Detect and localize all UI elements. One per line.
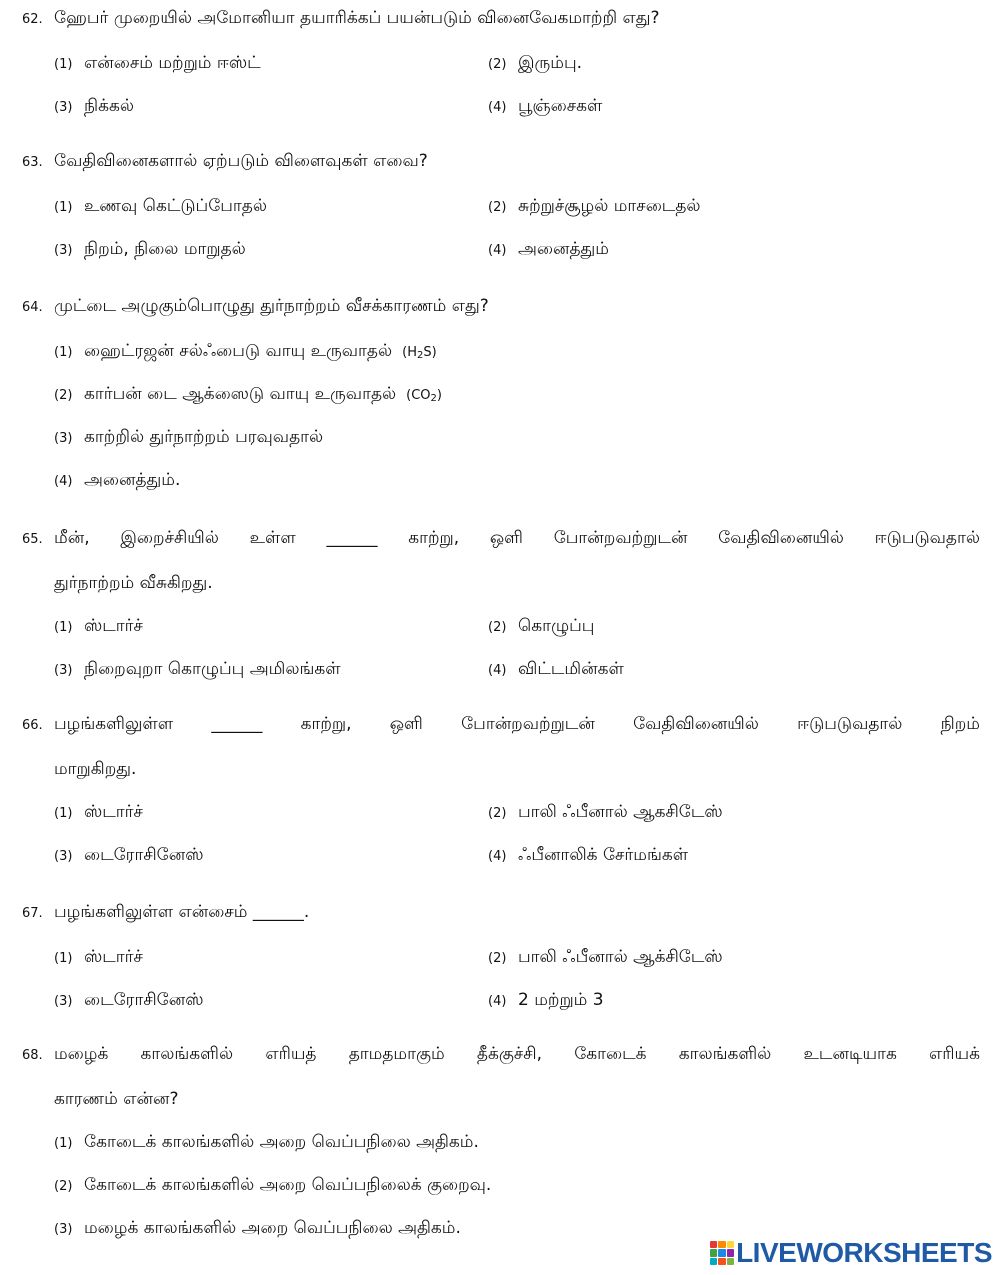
option-number: (2) bbox=[488, 620, 507, 635]
option-number: (4) bbox=[54, 474, 73, 489]
option-text: 2 மற்றும் 3 bbox=[518, 990, 604, 1010]
option-text: இரும்பு. bbox=[518, 53, 583, 73]
question-text: மழைக் காலங்களில் எரியத் தாமதமாகும் தீக்குச்சி, கோடைக் காலங்களில் உடனடியாக எரியக் bbox=[54, 1044, 980, 1064]
question-number: 65. bbox=[22, 532, 43, 547]
option-text: கோடைக் காலங்களில் அறை வெப்பநிலைக் குறைவு. bbox=[84, 1175, 492, 1195]
option-3[interactable] bbox=[54, 658, 341, 682]
option-text: ஸ்டார்ச் bbox=[84, 616, 143, 636]
option-1[interactable] bbox=[54, 615, 143, 639]
option-text: மழைக் காலங்களில் அறை வெப்பநிலை அதிகம். bbox=[84, 1218, 461, 1238]
option-4[interactable] bbox=[488, 989, 604, 1013]
option-text: உணவு கெட்டுப்போதல் bbox=[84, 196, 267, 216]
option-number: (4) bbox=[488, 243, 507, 258]
logo-square bbox=[718, 1258, 725, 1265]
question-text: ஹேபர் முறையில் அமோனியா தயாரிக்கப் பயன்படும் வினைவேகமாற்றி எது? bbox=[54, 8, 660, 28]
option-number: (2) bbox=[488, 806, 507, 821]
option-number: (3) bbox=[54, 994, 73, 1009]
question-62 bbox=[22, 7, 980, 121]
question-text: பழங்களிலுள்ள என்சைம் ______. bbox=[54, 902, 310, 922]
question-number: 64. bbox=[22, 300, 43, 315]
option-text: என்சைம் மற்றும் ஈஸ்ட் bbox=[84, 53, 261, 73]
question-number: 67. bbox=[22, 906, 43, 921]
option-number: (3) bbox=[54, 431, 73, 446]
question-text-continued: காரணம் என்ன? bbox=[54, 1089, 179, 1109]
logo-square bbox=[710, 1241, 717, 1248]
option-number: (3) bbox=[54, 243, 73, 258]
option-3[interactable] bbox=[54, 426, 323, 450]
option-text: ஸ்டார்ச் bbox=[84, 802, 143, 822]
option-number: (1) bbox=[54, 345, 73, 360]
logo-square bbox=[727, 1249, 734, 1256]
option-text: அனைத்தும். bbox=[84, 470, 181, 490]
option-3[interactable] bbox=[54, 844, 203, 868]
option-text: காற்றில் துர்நாற்றம் பரவுவதால் bbox=[84, 427, 324, 447]
option-2[interactable] bbox=[54, 383, 442, 410]
option-number: (3) bbox=[54, 849, 73, 864]
question-text: வேதிவினைகளால் ஏற்படும் விளைவுகள் எவை? bbox=[54, 151, 428, 171]
option-number: (1) bbox=[54, 200, 73, 215]
option-number: (1) bbox=[54, 1136, 73, 1151]
option-text: நிறம், நிலை மாறுதல் bbox=[84, 239, 246, 259]
logo-square bbox=[710, 1258, 717, 1265]
option-number: (4) bbox=[488, 994, 507, 1009]
option-text: நிக்கல் bbox=[84, 96, 134, 116]
option-1[interactable] bbox=[54, 340, 437, 367]
question-67 bbox=[22, 901, 980, 1015]
question-text-continued: மாறுகிறது. bbox=[54, 759, 137, 779]
option-3[interactable] bbox=[54, 95, 134, 119]
question-number: 66. bbox=[22, 718, 43, 733]
question-66 bbox=[22, 713, 980, 870]
option-3[interactable] bbox=[54, 1217, 461, 1241]
option-number: (4) bbox=[488, 663, 507, 678]
option-text: ஸ்டார்ச் bbox=[84, 947, 143, 967]
question-number: 62. bbox=[22, 12, 43, 27]
option-2[interactable] bbox=[488, 195, 701, 219]
question-64 bbox=[22, 295, 980, 499]
option-text: டைரோசினேஸ் bbox=[84, 990, 204, 1010]
logo-square bbox=[718, 1241, 725, 1248]
question-63 bbox=[22, 150, 980, 264]
option-number: (2) bbox=[488, 951, 507, 966]
option-1[interactable] bbox=[54, 52, 261, 76]
option-1[interactable] bbox=[54, 801, 143, 825]
option-number: (4) bbox=[488, 100, 507, 115]
chemical-formula: $(CO_2)$ bbox=[406, 388, 442, 404]
option-text: விட்டமின்கள் bbox=[518, 659, 624, 679]
option-text: பூஞ்சைகள் bbox=[518, 96, 603, 116]
option-number: (1) bbox=[54, 57, 73, 72]
question-text: முட்டை அழுகும்பொழுது துர்நாற்றம் வீசக்காரணம் எது? bbox=[54, 296, 489, 316]
question-text: பழங்களிலுள்ள ______ காற்று, ஒளி போன்றவற்றுடன் வேதிவினையில் ஈடுபடுவதால் நிறம் bbox=[54, 714, 980, 734]
option-number: (2) bbox=[488, 57, 507, 72]
option-2[interactable] bbox=[488, 615, 594, 639]
option-number: (3) bbox=[54, 1222, 73, 1237]
option-2[interactable] bbox=[54, 1174, 491, 1198]
option-4[interactable] bbox=[488, 844, 688, 868]
option-4[interactable] bbox=[54, 469, 180, 493]
option-number: (1) bbox=[54, 620, 73, 635]
logo-square bbox=[718, 1249, 725, 1256]
option-1[interactable] bbox=[54, 946, 143, 970]
question-text: மீன், இறைச்சியில் உள்ள ______ காற்று, ஒளி போன்றவற்றுடன் வேதிவினையில் ஈடுபடுவதால் bbox=[54, 528, 980, 548]
option-4[interactable] bbox=[488, 95, 602, 119]
option-text: சுற்றுச்சூழல் மாசடைதல் bbox=[518, 196, 701, 216]
option-number: (3) bbox=[54, 663, 73, 678]
logo-square bbox=[710, 1249, 717, 1256]
logo-square bbox=[727, 1241, 734, 1248]
option-number: (2) bbox=[54, 1179, 73, 1194]
option-number: (1) bbox=[54, 951, 73, 966]
logo-grid-icon bbox=[710, 1241, 734, 1265]
option-text: கொழுப்பு bbox=[518, 616, 595, 636]
option-2[interactable] bbox=[488, 946, 723, 970]
question-text-continued: துர்நாற்றம் வீசுகிறது. bbox=[54, 573, 213, 593]
option-text: நிறைவுறா கொழுப்பு அமிலங்கள் bbox=[84, 659, 341, 679]
brand-name: LIVEWORKSHEETS bbox=[736, 1237, 992, 1268]
option-text: டைரோசினேஸ் bbox=[84, 845, 204, 865]
option-number: (3) bbox=[54, 100, 73, 115]
option-3[interactable] bbox=[54, 989, 203, 1013]
question-65 bbox=[22, 527, 980, 684]
question-number: 68. bbox=[22, 1048, 43, 1063]
option-2[interactable] bbox=[488, 801, 723, 825]
option-text: அனைத்தும் bbox=[518, 239, 609, 259]
option-number: (4) bbox=[488, 849, 507, 864]
option-text: கோடைக் காலங்களில் அறை வெப்பநிலை அதிகம். bbox=[84, 1132, 479, 1152]
option-4[interactable] bbox=[488, 658, 624, 682]
option-text: ஃபீனாலிக் சேர்மங்கள் bbox=[518, 845, 689, 865]
option-number: (2) bbox=[54, 388, 73, 403]
option-text: ஹைட்ரஜன் சல்ஃபைடு வாயு உருவாதல் bbox=[84, 341, 393, 361]
question-number: 63. bbox=[22, 155, 43, 170]
option-4[interactable] bbox=[488, 238, 609, 262]
option-number: (1) bbox=[54, 806, 73, 821]
option-number: (2) bbox=[488, 200, 507, 215]
chemical-formula: $(H_2S)$ bbox=[402, 345, 437, 361]
option-1[interactable] bbox=[54, 1131, 479, 1155]
liveworksheets-logo[interactable] bbox=[710, 1237, 992, 1269]
option-2[interactable] bbox=[488, 52, 582, 76]
question-68 bbox=[22, 1043, 980, 1245]
logo-square bbox=[727, 1258, 734, 1265]
option-text: பாலி ஃபீனால் ஆகசிடேஸ் bbox=[518, 802, 723, 822]
option-text: கார்பன் டை ஆக்ஸைடு வாயு உருவாதல் bbox=[84, 384, 397, 404]
option-3[interactable] bbox=[54, 238, 246, 262]
option-1[interactable] bbox=[54, 195, 267, 219]
option-text: பாலி ஃபீனால் ஆக்சிடேஸ் bbox=[518, 947, 723, 967]
